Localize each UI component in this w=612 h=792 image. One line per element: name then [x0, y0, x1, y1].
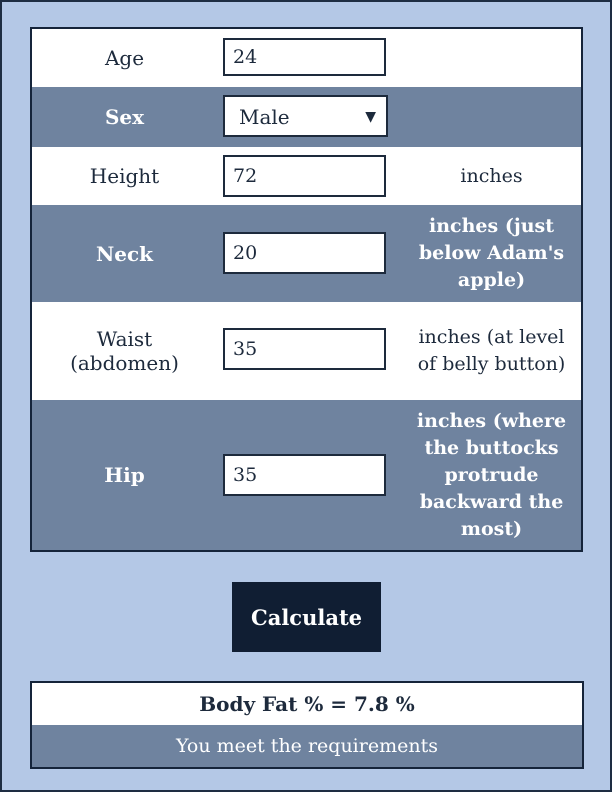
neck-input[interactable]	[223, 232, 386, 274]
row-age	[32, 29, 581, 87]
waist-unit: inches (at level of belly button)	[417, 326, 566, 375]
body-fat-form	[30, 27, 583, 552]
height-input[interactable]	[223, 155, 386, 197]
requirement-status: You meet the requirements	[32, 725, 582, 767]
height-label: Height	[89, 164, 160, 188]
hip-input[interactable]	[223, 454, 386, 496]
sex-select-value: Male	[239, 105, 290, 129]
height-unit: inches	[460, 164, 523, 187]
sex-label: Sex	[104, 105, 145, 129]
age-input[interactable]	[223, 38, 386, 76]
body-fat-result: Body Fat % = 7.8 %	[199, 692, 415, 716]
dropdown-arrow-icon: ▼	[365, 109, 376, 125]
row-hip	[32, 400, 581, 550]
row-waist	[32, 302, 581, 400]
row-height	[32, 147, 581, 205]
waist-label: Waist (abdomen)	[70, 327, 179, 375]
age-label: Age	[104, 46, 145, 70]
row-sex	[32, 87, 581, 147]
row-neck	[32, 205, 581, 302]
sex-select[interactable]	[223, 95, 388, 137]
neck-unit: inches (just below Adam's apple)	[418, 215, 565, 291]
waist-input[interactable]	[223, 328, 386, 370]
neck-label: Neck	[95, 241, 154, 266]
calculate-button[interactable]: Calculate	[232, 582, 381, 652]
hip-label: Hip	[104, 463, 145, 487]
hip-unit: inches (where the buttocks protrude backward the most)	[416, 409, 567, 540]
result-panel	[30, 681, 584, 769]
